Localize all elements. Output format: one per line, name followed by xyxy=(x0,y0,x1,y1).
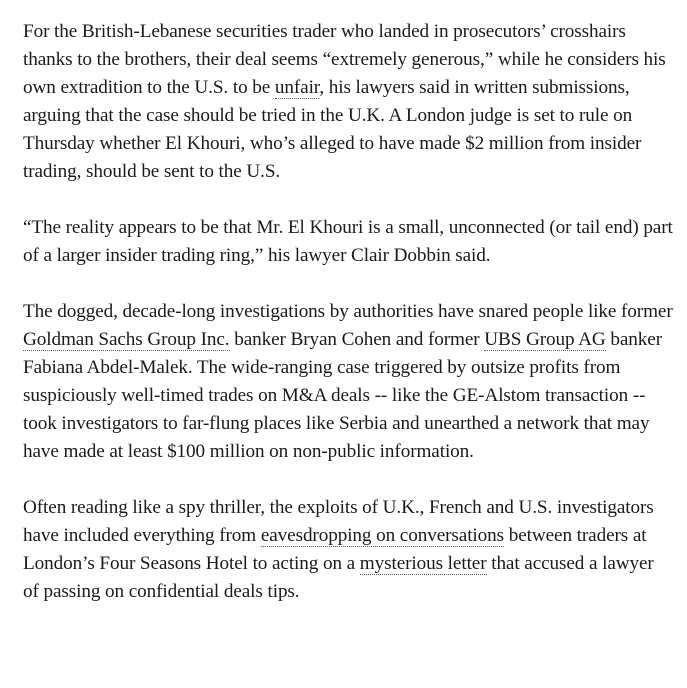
paragraph-text: “The reality appears to be that Mr. El Khouri is a small, unconnected (or tail end) part of a larger insider trading ring,” his lawyer Clair Dobbin said. xyxy=(23,217,673,266)
paragraph-text: banker Bryan Cohen and former xyxy=(229,329,485,350)
paragraph-text: , his lawyers said in written submissions, arguing that the case should be tried in the U.K. A London judge is set to rule on Thursday whether El Khouri, who’s alleged to have made $2 million from insider trading, should be sent to the U.S. xyxy=(23,77,642,182)
link-goldman-sachs[interactable]: Goldman Sachs Group Inc. xyxy=(23,329,230,350)
paragraph-3 xyxy=(23,298,673,466)
article-body xyxy=(23,18,673,634)
link-ubs-group[interactable]: UBS Group AG xyxy=(484,329,606,350)
link-unfair[interactable]: unfair xyxy=(274,77,320,98)
paragraph-text: Often reading like a spy thriller, the exploits of U.K., French and U.S. investigators have included everything from xyxy=(23,497,654,546)
paragraph-2 xyxy=(23,214,673,270)
link-mysterious-letter[interactable]: mysterious letter xyxy=(359,553,487,574)
paragraph-text: that accused a lawyer of passing on confidential deals tips. xyxy=(23,553,654,602)
paragraph-1 xyxy=(23,18,673,186)
paragraph-text: banker Fabiana Abdel-Malek. The wide-ranging case triggered by outsize profits from suspiciously well-timed trades on M&A deals -- like the GE-Alstom transaction -- took investigators to far-flung places like Serbia and unearthed a network that may have made at least $100 million on non-public information. xyxy=(23,329,662,462)
paragraph-4 xyxy=(23,494,673,606)
paragraph-text: For the British-Lebanese securities trader who landed in prosecutors’ crosshairs thanks to the brothers, their deal seems “extremely generous,” while he considers his own extradition to the U.S. to be xyxy=(23,21,666,98)
link-eavesdropping[interactable]: eavesdropping on conversations xyxy=(260,525,505,546)
paragraph-text: The dogged, decade-long investigations by authorities have snared people like former xyxy=(23,301,673,322)
paragraph-text: between traders at London’s Four Seasons Hotel to acting on a xyxy=(23,525,647,574)
